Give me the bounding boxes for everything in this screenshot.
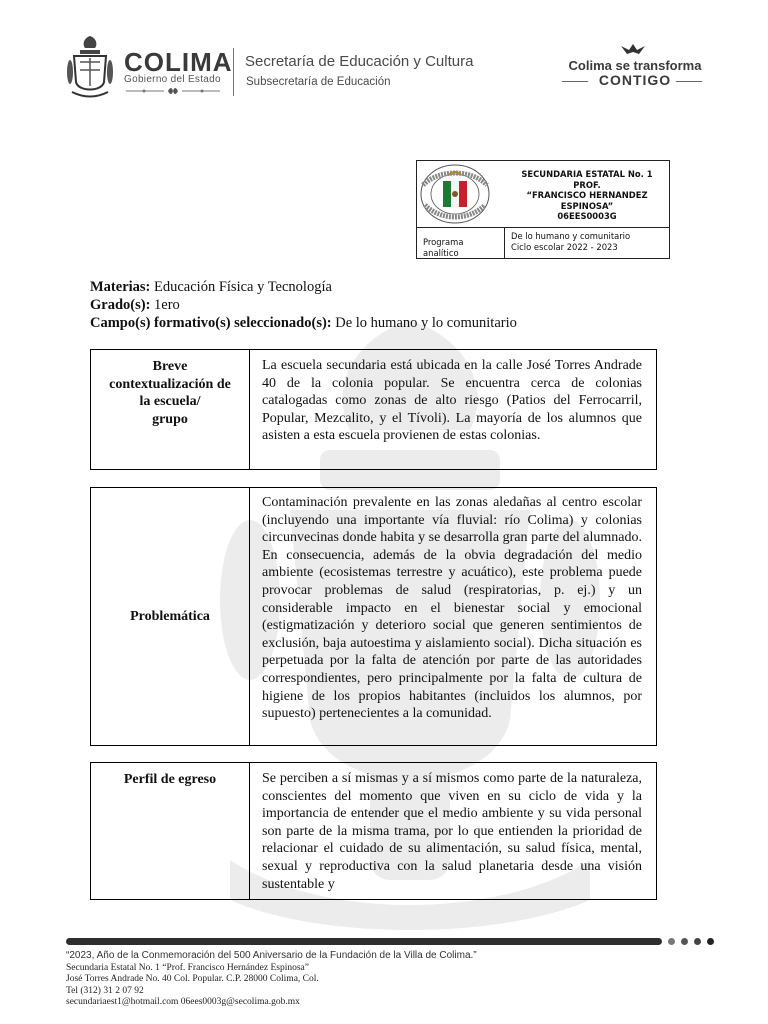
school-cycle: Ciclo escolar 2022 - 2023 <box>511 241 618 252</box>
program-label: Programa analítico <box>423 237 464 258</box>
grado-label: Grado(s): <box>90 297 151 313</box>
footer-email: secundariaest1@hotmail.com 06ees0003g@secolima.gob.mx <box>66 997 300 1007</box>
table-label-cell <box>91 763 250 899</box>
colima-wordmark: COLIMA <box>124 47 233 77</box>
label-line: grupo <box>152 411 188 427</box>
colima-crest-logo <box>66 34 114 98</box>
grado-line <box>90 297 180 314</box>
label-line: Breve <box>152 359 188 374</box>
school-name-line: SECUNDARIA ESTATAL No. 1 <box>521 169 653 179</box>
footer-bar <box>66 938 662 945</box>
box-divider <box>417 227 669 228</box>
school-name-line: ESPINOSA” <box>560 200 614 211</box>
campo-label: Campo(s) formativo(s) seleccionado(s): <box>90 315 332 331</box>
ornament-divider <box>124 86 222 96</box>
table-label-cell <box>91 350 250 469</box>
school-code: 06EES0003G <box>557 211 617 221</box>
problem-label: Problemática <box>130 609 210 624</box>
campo-line <box>90 315 517 332</box>
footer-address: José Torres Andrade No. 40 Col. Popular. C.P. 28000 Colima, Col. <box>66 974 319 984</box>
header-separator <box>233 48 234 96</box>
program-info <box>511 231 669 252</box>
footer-dot <box>681 938 688 945</box>
materias-label: Materias: <box>90 279 151 295</box>
footer-dot <box>694 938 701 945</box>
subsecretaria-title: Subsecretaría de Educación <box>246 76 391 88</box>
school-info-box <box>416 160 670 259</box>
box-divider <box>504 227 505 259</box>
slogan-top: Colima se transforma <box>568 58 702 73</box>
label-line: la escuela/ <box>139 394 201 409</box>
campo-value: De lo humano y lo comunitario <box>331 315 517 331</box>
slogan-bottom: CONTIGO <box>598 72 672 88</box>
secretaria-title: Secretaría de Educación y Cultura <box>245 53 474 70</box>
footer-phone: Tel (312) 31 2 07 92 <box>66 986 144 996</box>
school-name-line: PROF. <box>573 179 601 190</box>
footer-school: Secundaria Estatal No. 1 “Prof. Francisco Hernández Espinosa” <box>66 963 309 973</box>
school-name <box>505 169 669 222</box>
context-text: La escuela secundaria está ubicada en la calle José Torres Andrade 40 de la colonia popular. Se encuentra cerca de colonias catalogadas como zonas de alto riesgo (Patios del Ferrocarril, Popular, Mezcalito, y el Tívoli). La mayoría de los alumnos que asisten a esta escuela provienen de estas colonias. <box>262 358 642 444</box>
profile-text: Se perciben a sí mismas y a sí mismos como parte de la naturaleza, conscientes del momento que viven en su ciclo de vida y la importancia de entender que el medio ambiente y su vida personal son parte de la misma trama, por lo que entienden la prioridad de relacionar el cuidado de su alimentación, su salud física, mental, sexual y reproductiva con la salud planetaria desde una visión sustentable y <box>262 771 642 892</box>
bird-icon <box>619 42 647 58</box>
school-name-line: “FRANCISCO HERNANDEZ <box>526 190 648 200</box>
context-label <box>97 358 243 428</box>
label-line: contextualización de <box>109 376 231 392</box>
footer-motto: “2023, Año de la Conmemoración del 500 Aniversario de la Fundación de la Villa de Colima.” <box>66 950 477 961</box>
gobierno-subtitle: Gobierno del Estado <box>124 74 221 85</box>
materias-value: Educación Física y Tecnología <box>150 279 332 295</box>
profile-label: Perfil de egreso <box>123 772 217 787</box>
problem-table <box>90 487 657 746</box>
table-label-cell <box>91 488 250 745</box>
profile-table <box>90 762 657 900</box>
footer-dot <box>668 938 675 945</box>
grado-value: 1ero <box>150 297 180 313</box>
materias-line <box>90 279 332 296</box>
school-seal-logo <box>419 163 491 225</box>
context-table <box>90 349 657 470</box>
program-field: De lo humano y comunitario <box>511 231 631 241</box>
footer-dot <box>707 938 714 945</box>
problem-text: Contaminación prevalente en las zonas aledañas al centro escolar (incluyendo una importante vía fluvial: río Colima) y colonias circunvecinas donde habita y se desarrolla gran parte del alumnado. En consecuencia, además de la obvia degradación del medio ambiente (ecosistemas terrestre y acuático), este problema puede provocar problemas de salud (respiratorias, p. ej.) y un considerable impacto en el bienestar social y emocional (estigmatización y deterioro social que generen sentimientos de exclusión, baja autoestima y aislamiento social). Dicha situación es perpetuada por la falta de atención por parte de las autoridades correspondientes, pero principalmente por la falta de cultura de higiene de los propios habitantes (incluidos los alumnos, por supuesto) pertenecientes a la comunidad. <box>262 495 642 722</box>
slogan-line-right <box>676 81 702 82</box>
